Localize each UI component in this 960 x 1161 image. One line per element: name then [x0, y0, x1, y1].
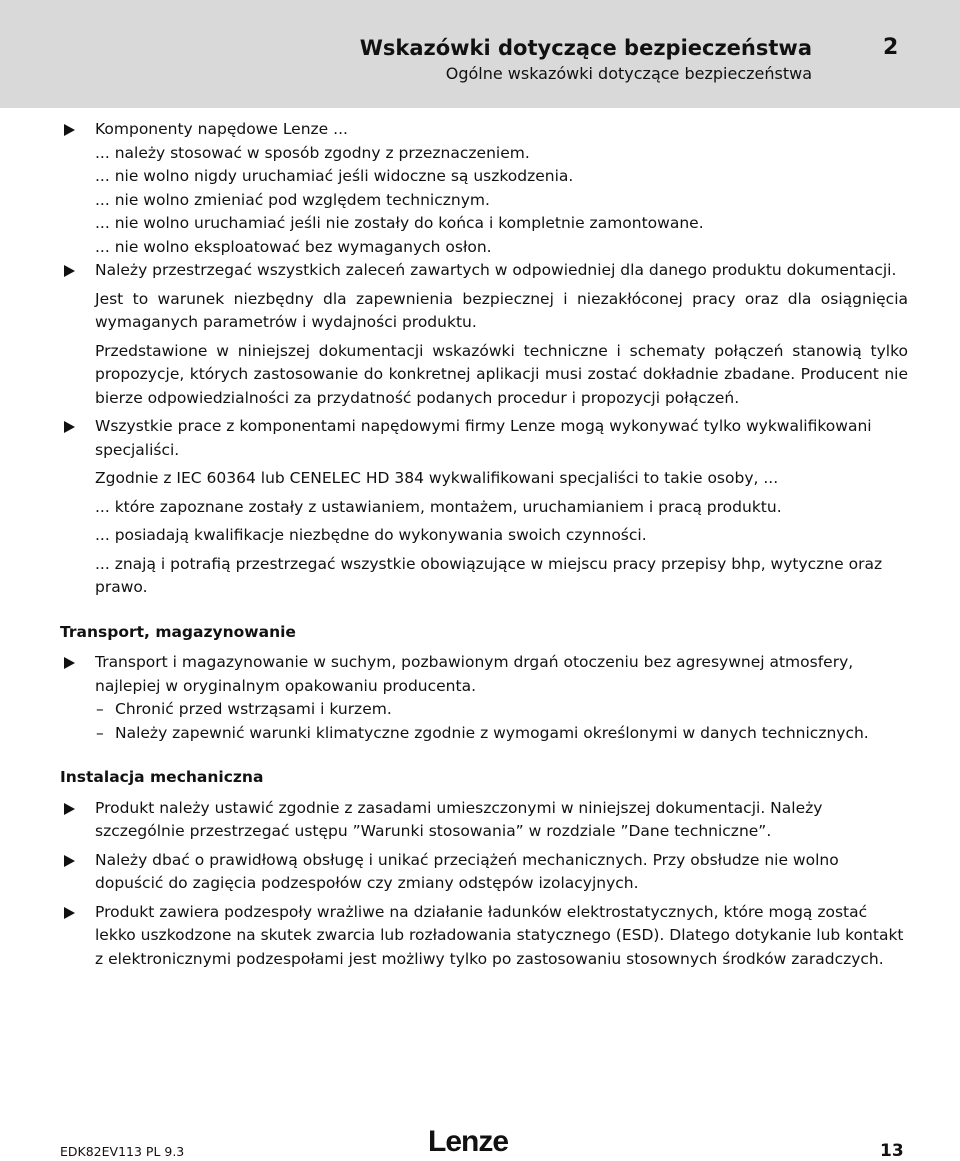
list-item: ... nie wolno uruchamiać jeśli nie zostały do końca i kompletnie zamontowane.	[95, 214, 704, 232]
paragraph-documentation: Jest to warunek niezbędny dla zapewnienia bezpiecznej i niezakłóconej pracy oraz dla osiągnięcia wymaganych parametrów i wydajności produktu.	[95, 289, 908, 331]
bullet-components: Komponenty napędowe Lenze ...	[60, 118, 908, 142]
list-item: ... które zapoznane zostały z ustawianiem, montażem, uruchamianiem i pracą produktu.	[95, 497, 782, 516]
document-body	[60, 118, 908, 971]
list-item: ... nie wolno nigdy uruchamiać jeśli widoczne są uszkodzenia.	[95, 167, 574, 185]
section-heading-installation: Instalacja mechaniczna	[60, 768, 264, 786]
section-heading-transport: Transport, magazynowanie	[60, 622, 296, 641]
list-item: ... znają i potrafią przestrzegać wszystkie obowiązujące w miejscu pracy przepisy bhp, wytyczne oraz prawo.	[95, 554, 883, 596]
bullet-qualified: Wszystkie prace z komponentami napędowymi firmy Lenze mogą wykonywać tylko wykwalifikowani specjaliści.	[60, 415, 908, 462]
paragraph-qualified-intro: Zgodnie z IEC 60364 lub CENELEC HD 384 wykwalifikowani specjaliści to takie osoby, ...	[95, 469, 779, 487]
bullet-transport: Transport i magazynowanie w suchym, pozbawionym drgań otoczeniu bez agresywnej atmosfery, najlepiej w oryginalnym opakowaniu producenta.	[60, 651, 908, 698]
dash-item: – Należy zapewnić warunki klimatyczne zgodnie z wymogami określonymi w danych technicznych.	[60, 722, 908, 746]
list-item: ... należy stosować w sposób zgodny z przeznaczeniem.	[95, 143, 530, 162]
document-code: EDK82EV113 PL 9.3	[60, 1144, 185, 1159]
list-item: ... nie wolno eksploatować bez wymaganych osłon.	[95, 237, 492, 256]
bullet-installation: Należy dbać o prawidłową obsługę i unikać przeciążeń mechanicznych. Przy obsłudze nie wolno dopuścić do zagięcia podzespołów czy zmiany odstępów izolacyjnych.	[60, 849, 908, 896]
bullet-documentation: Należy przestrzegać wszystkich zaleceń zawartych w odpowiedniej dla danego produktu dokumentacji.	[60, 259, 908, 283]
page-title: Wskazówki dotyczące bezpieczeństwa	[359, 36, 812, 60]
page-number: 13	[880, 1141, 904, 1161]
list-item: ... nie wolno zmieniać pod względem technicznym.	[95, 190, 490, 209]
page-subtitle: Ogólne wskazówki dotyczące bezpieczeństwa	[445, 64, 812, 83]
chapter-number: 2	[883, 35, 899, 60]
bullet-installation: Produkt zawiera podzespoły wrażliwe na działanie ładunków elektrostatycznych, które mogą zostać lekko uszkodzone na skutek zwarcia lub rozładowania statycznego (ESD). Dlatego dotykanie lub kontakt z elektronicznymi podzespołami jest możliwy tylko po zastosowaniu stosownych środków zaradczych.	[60, 901, 908, 972]
lenze-logo: Lenze	[428, 1125, 509, 1158]
bullet-installation: Produkt należy ustawić zgodnie z zasadami umieszczonymi w niniejszej dokumentacji. Należy szczególnie przestrzegać ustępu ”Warunki stosowania” w rozdziale ”Dane techniczne”.	[60, 797, 908, 844]
list-item: ... posiadają kwalifikacje niezbędne do wykonywania swoich czynności.	[95, 526, 647, 544]
paragraph-proposals: Przedstawione w niniejszej dokumentacji wskazówki techniczne i schematy połączeń stanowią tylko propozycje, których zastosowanie do konkretnej aplikacji musi zostać dokładnie zbadane. Producent nie bierze odpowiedzialności za przydatność podanych procedur i propozycji połączeń.	[95, 341, 908, 407]
dash-item: – Chronić przed wstrząsami i kurzem.	[60, 698, 908, 722]
